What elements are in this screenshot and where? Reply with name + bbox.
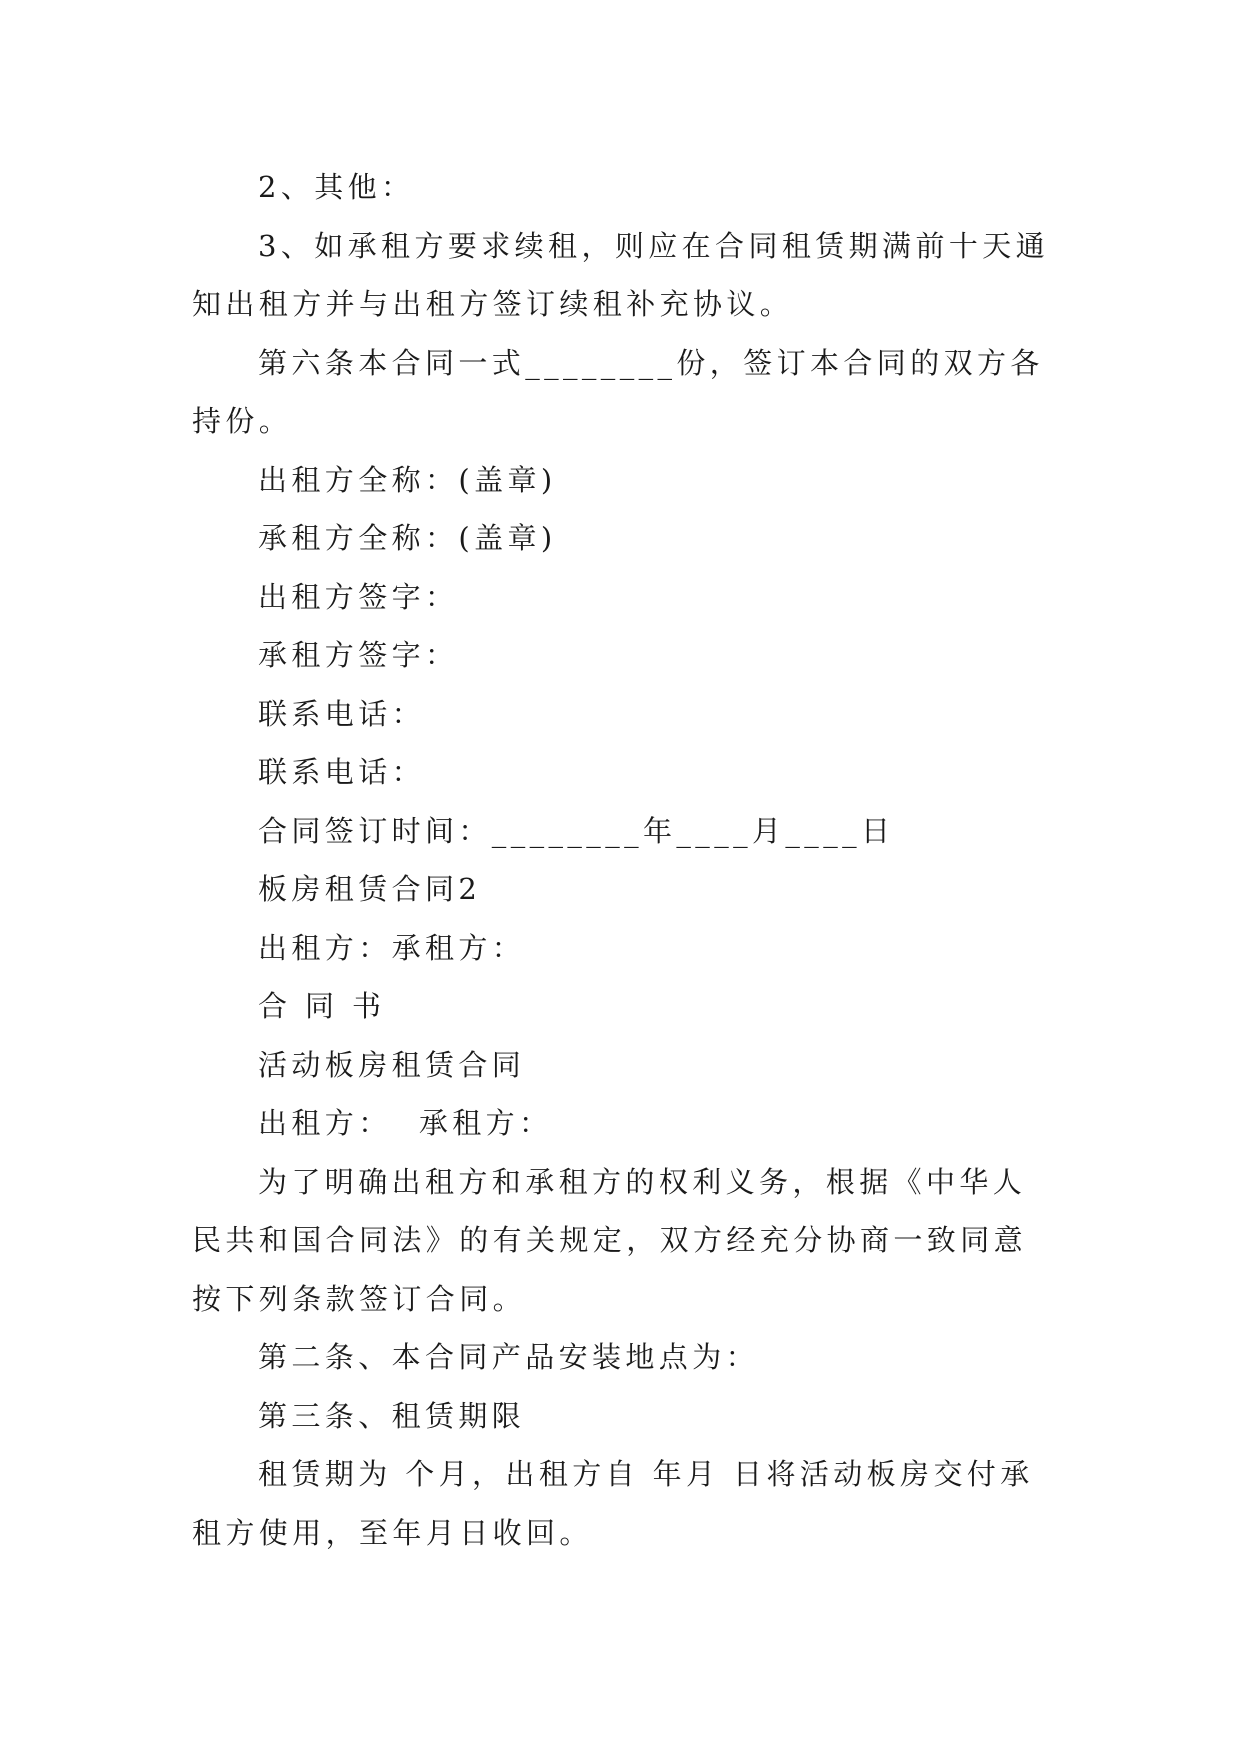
paragraph-other: 2、其他：	[258, 170, 415, 204]
contract-book-heading: 合 同 书	[258, 989, 386, 1023]
article-two: 第二条、本合同产品安装地点为：	[258, 1340, 760, 1374]
document-body	[192, 158, 1052, 1562]
signing-date: 合同签订时间：________年____月____日	[258, 813, 895, 848]
article-three: 第三条、租赁期限	[258, 1398, 526, 1433]
lessee-full-name: 承租方全称：(盖章)	[258, 521, 557, 555]
paragraph-purpose: 为了明确出租方和承租方的权利义务，根据《中华人民共和国合同法》的有关规定，双方经充分协商一致同意按下列条款签订合同。	[192, 1164, 1028, 1316]
contact-phone-lessee: 联系电话：	[258, 755, 426, 789]
lessor-signature: 出租方签字：	[258, 579, 459, 614]
contact-phone-lessor: 联系电话：	[258, 696, 426, 731]
lessor-full-name: 出租方全称：(盖章)	[258, 462, 557, 497]
contract-title-2: 板房租赁合同2	[258, 872, 482, 906]
contract-subtitle: 活动板房租赁合同	[258, 1047, 526, 1082]
paragraph-article-six: 第六条本合同一式________份，签订本合同的双方各持份。	[192, 345, 1044, 438]
lease-period-paragraph: 租赁期为 个月，出租方自 年月 日将活动板房交付承租方使用，至年月日收回。	[192, 1457, 1034, 1550]
lessee-signature: 承租方签字：	[258, 638, 459, 672]
parties-line-2: 出租方： 承租方：	[258, 1106, 553, 1140]
paragraph-renewal: 3、如承租方要求续租，则应在合同租赁期满前十天通知出租方并与出租方签订续租补充协议。	[192, 228, 1050, 321]
parties-line: 出租方：承租方：	[258, 930, 526, 965]
